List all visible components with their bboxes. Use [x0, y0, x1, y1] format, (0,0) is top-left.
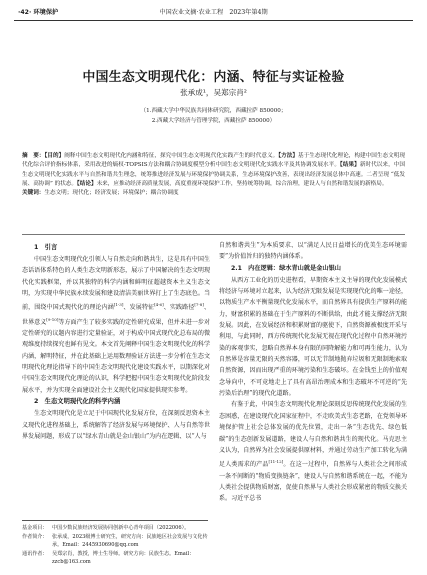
affiliation-2: 2.西藏大学经济与管理学院，西藏拉萨 850000） [151, 118, 276, 124]
objective-label: 【目的】 [44, 153, 65, 159]
footnote-funding: 基金项目： 中国少数民族经济发展协同创新中心青年项目（2022006）。 [22, 525, 190, 531]
right-column [219, 240, 407, 505]
logic-paragraph-2: 有鉴于此，中国生态文明现代化理论深刻反思传统现代化发展的生态困惑，在建设现代化国家征程中，不走欧美式生态老路，在党领导环境保护管上社会总体发展的优先位置，走出一条“生态优先、绿色低碳”的生态创新发展道路，建设人与自然和谐共生的现代化。马克思主义认为，自然界为社会发展提供原材料，并通过劳动生产加工转化为满足人类需求的产品[11-12]。在这一过程中，自然界与人类社会之间形成一条不间断的“物质变换链条”，建设人与自然和谐系统在一起，不能为人类社会提供物质财富，促使自然界与人类社会形成紧密的物质交换关系。习近平总书 [219, 401, 408, 503]
left-column [22, 242, 210, 442]
paper-title: 中国生态文明现代化：内涵、特征与实证检验 [82, 70, 345, 85]
conclusion-label: 【结论】 [76, 180, 97, 187]
authors: 张承成¹，吴郑宗肖² [180, 88, 247, 97]
running-header [14, 6, 413, 21]
journal-name: 中国农业文摘·农业工程 2023年第4期 [159, 9, 268, 16]
abstract [22, 152, 405, 198]
result-label: 【结果】 [339, 162, 360, 169]
subsection-heading: 2.1 内在逻辑：绿水青山就是金山银山 [231, 264, 341, 272]
method-label: 【方法】 [278, 153, 299, 159]
connotation-paragraph: 生态文明现代化是立足于中国现代化发展方位，在深刻反思资本主义现代化进程基础上，系统解答了经济发展与环境保护、人与自然等世界发展问题，形成了以“绿水青山就是金山银山”为内在逻辑、以“人与 [22, 410, 210, 440]
page-number: ·42· 环境保护 [18, 9, 59, 16]
result-text: 新时代以来，中国生态文明现代化实践水平与自然和谐共生理念，统筹推进经济发展与环境保护协调关系，生态环境保护改善，表现出经济发展总体中高速。二者呈现 “低发展、高协调” 的状态。 [22, 162, 405, 187]
objective-text: 阐释中国生态文明现代化内涵和特征，探究中国生态文明现代化实践产生的时代意义。 [64, 153, 279, 159]
section-heading-intro: 1 引言 [34, 244, 58, 251]
footnote-author: 作者简介： 张承成，2023级博士研究生，研究方向：民族地区社会发展与文化传承。Email：2445930690@qq.com [22, 533, 208, 549]
conclusion-text: 未来，应推动经济高质量发展，高度重视环境保护工作，坚持统筹协调，综合治理，建设人与自然和谐发展的新格局。 [96, 180, 388, 187]
affiliation-1: （1.西藏大学中华民族共同体研究院，西藏拉萨 850000； [140, 108, 287, 114]
keywords-label: 关键词： [22, 190, 45, 197]
method-text: 基于生态现代化理论，构建中国生态文明现代化综合评价指标体系，采用改进的熵权-TOPSIS方法和耦合协调度模型分析中国生态文明现代化实践水平及其协调发展水平。 [22, 153, 405, 169]
abstract-divider [22, 234, 405, 235]
section-heading-connotation: 2 生态文明现代化的科学内涵 [34, 398, 121, 406]
abstract-label: 摘 要： [22, 153, 45, 159]
continued-paragraph: 自然和谐共生”为本质要求、以“满足人民日益增长的优美生态环境需要”为价值旨归的独特内涵体系。 [219, 242, 407, 261]
keywords-text: 生态文明；现代化；经济发展；环境保护；耦合协调度 [44, 190, 179, 197]
logic-paragraph-1: 从西方工业化的历史进程看，早期资本主义主导的现代化发展模式将经济与环境对立起来，认为经济无限发展是实现现代化的唯一途径，以物质生产水平衡量现代化发展水平，而自然界具有提供生产原料的能力，财富积累的基础在于生产原料的不断供给，由此才能支撑经济无限发展。因此，在发展经济和积累财富的驱使下，自然资源被极度开采与利用，与此同时，西方传统现代化发展无视在现代化过程中自然环境污染的客观事实，忽略自然界本身有限的同降解能力和可再生能力，认为自然界是容量无限的天然容器，可以无节制地抛弃垃圾和无限制地索取自然资源，因而出现严重的环境污染和生态破坏。在金钱至上的价值观念导向中，不可竟地走上了具有高昂治理成本和生态破坏不可逆的“先污染后治理”的现代化道路。 [219, 276, 407, 398]
footnotes [22, 520, 208, 567]
footnote-corresponding: 通讯作者： 吴郑宗肖，教授，博士生导师。研究方向：民族生态。Email：zzcb@163.com [22, 550, 195, 566]
intro-paragraph: 中国生态文明现代化引领人与自然走向和谐共生，这是具有中国生态话语体系特色的人类生态文明新形态，展示了中国解决的生态文明现代化实践框架，并以其独特的科学内涵和鲜明征超越资本主义生态文明，为实现中华民族永续发展和建设清洁美丽世界打上了生态底色。当前，围绕中国式现代化的理论内涵[1-3]、发展特征[4-6]、实践路径[7-8]、世界意义[9-10]等方面产生了较多实践的定性研究成果，但并未进一步对定性研究的议题内容进行定量验证，对于构成中国式现代化总布局的微观维度持续探究也鲜有见文。本文首先阐释中国生态文明现代化的科学内涵，解明特征，并在此基础上运用数理验证方法进一步分析在生态文明现代化理论指导下的中国生态文明现代化建设实践水平，以期深化对中国生态文明现代化理论的认识，科学把握中国生态文明现代化阶段发展水平，并为实现全面建设社会主义现代化国家提供现实参考。 [22, 256, 211, 394]
